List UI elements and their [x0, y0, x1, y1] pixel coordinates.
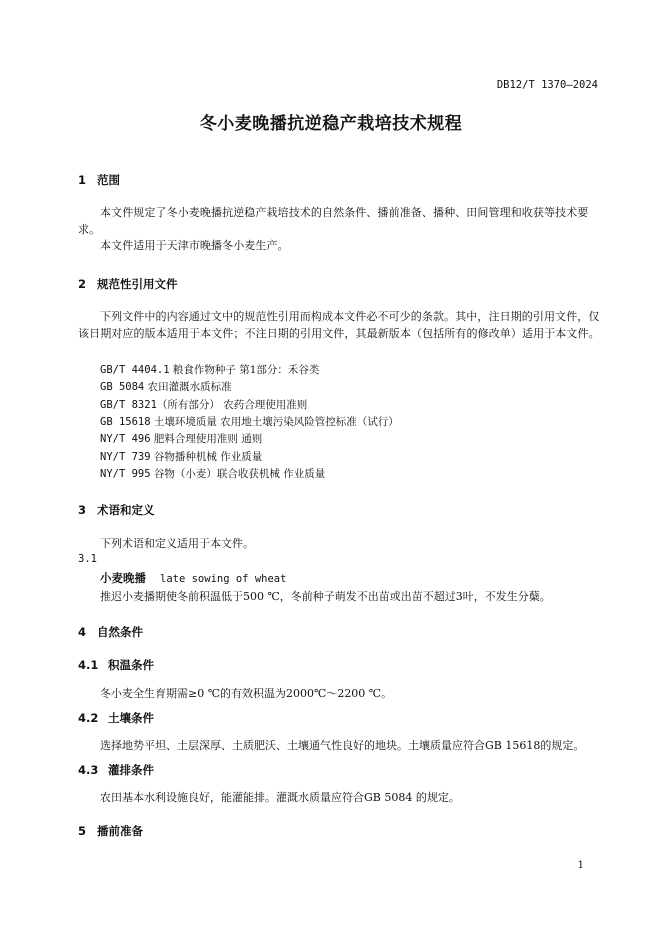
term-definition: 推迟小麦播期使冬前积温低于500 ℃，冬前种子萌发不出苗或出苗不超过3叶，不发生分蘖。: [100, 590, 551, 603]
reference-name: 土壤环境质量 农用地土壤污染风险管控标准（试行）: [153, 416, 399, 428]
reference-name: 谷物播种机械 作业质量: [153, 451, 263, 463]
reference-code: NY/T 995: [100, 468, 151, 480]
section-number: 3: [78, 503, 87, 517]
subsection-title: 灌排条件: [108, 763, 154, 777]
section-1-paragraph-2: 本文件适用于天津市晚播冬小麦生产。: [100, 239, 289, 252]
subsection-4-2-paragraph: 选择地势平坦、土层深厚、土质肥沃、土壤通气性良好的地块。土壤质量应符合GB 15618的规定。: [100, 739, 585, 752]
subsection-number: 4.3: [78, 763, 99, 777]
section-2-heading: [78, 276, 178, 292]
section-number: 5: [78, 824, 87, 838]
term-english: late sowing of wheat: [160, 573, 287, 585]
section-number: 1: [78, 173, 87, 187]
reference-item: [100, 466, 325, 481]
reference-name: 谷物（小麦）联合收获机械 作业质量: [153, 468, 326, 480]
reference-name: 农田灌溉水质标准: [147, 381, 232, 393]
section-2-paragraph-1: 下列文件中的内容通过文中的规范性引用而构成本文件必不可少的条款。其中，注日期的引用文件，仅该日期对应的版本适用于本文件；不注日期的引用文件，其最新版本（包括所有的修改单）适用于本文件。: [78, 310, 600, 340]
subsection-4-1-paragraph: 冬小麦全生育期需≥0 ℃的有效积温为2000℃～2200 ℃。: [100, 687, 393, 700]
reference-item: [100, 379, 232, 394]
reference-code: GB/T 8321（所有部分）: [100, 399, 220, 411]
reference-name: 肥料合理使用准则 通则: [153, 433, 263, 445]
section-1-heading: [78, 172, 120, 188]
term-heading: [100, 570, 286, 586]
section-title: 范围: [97, 173, 120, 187]
section-title: 术语和定义: [97, 503, 155, 517]
reference-item: [100, 431, 262, 446]
subsection-number: 4.2: [78, 711, 99, 725]
section-4-heading: [78, 624, 143, 640]
subsection-4-3-paragraph: 农田基本水利设施良好，能灌能排。灌溉水质量应符合GB 5084 的规定。: [100, 791, 460, 804]
reference-item: [100, 362, 319, 377]
section-1-paragraph-1: 本文件规定了冬小麦晚播抗逆稳产栽培技术的自然条件、播前准备、播种、田间管理和收获等技术要求。: [78, 206, 589, 236]
reference-item: [100, 397, 307, 412]
reference-code: GB 5084: [100, 381, 145, 393]
subsection-4-3-heading: [78, 762, 154, 778]
section-3-heading: [78, 502, 155, 518]
document-title: 冬小麦晚播抗逆稳产栽培技术规程: [199, 114, 463, 134]
term-chinese: 小麦晚播: [100, 571, 146, 585]
subsection-4-1-heading: [78, 657, 154, 673]
subsection-title: 土壤条件: [108, 711, 154, 725]
section-number: 2: [78, 277, 87, 291]
reference-code: NY/T 739: [100, 451, 151, 463]
subsection-title: 积温条件: [108, 658, 154, 672]
reference-item: [100, 449, 262, 464]
reference-name: 农药合理使用准则: [223, 399, 308, 411]
reference-item: [100, 414, 399, 429]
reference-code: GB/T 4404.1: [100, 364, 170, 376]
section-title: 规范性引用文件: [97, 277, 178, 291]
reference-code: GB 15618: [100, 416, 151, 428]
section-number: 4: [78, 625, 87, 639]
standard-number: DB12/T 1370—2024: [496, 79, 598, 91]
subsection-4-2-heading: [78, 710, 154, 726]
reference-code: NY/T 496: [100, 433, 151, 445]
section-5-heading: [78, 823, 143, 839]
reference-name: 粮食作物种子 第1部分：禾谷类: [172, 364, 320, 376]
section-title: 自然条件: [97, 625, 143, 639]
section-title: 播前准备: [97, 824, 143, 838]
section-3-paragraph-1: 下列术语和定义适用于本文件。: [100, 537, 254, 550]
page-number: 1: [577, 860, 584, 871]
term-number: 3.1: [78, 553, 97, 565]
subsection-number: 4.1: [78, 658, 99, 672]
